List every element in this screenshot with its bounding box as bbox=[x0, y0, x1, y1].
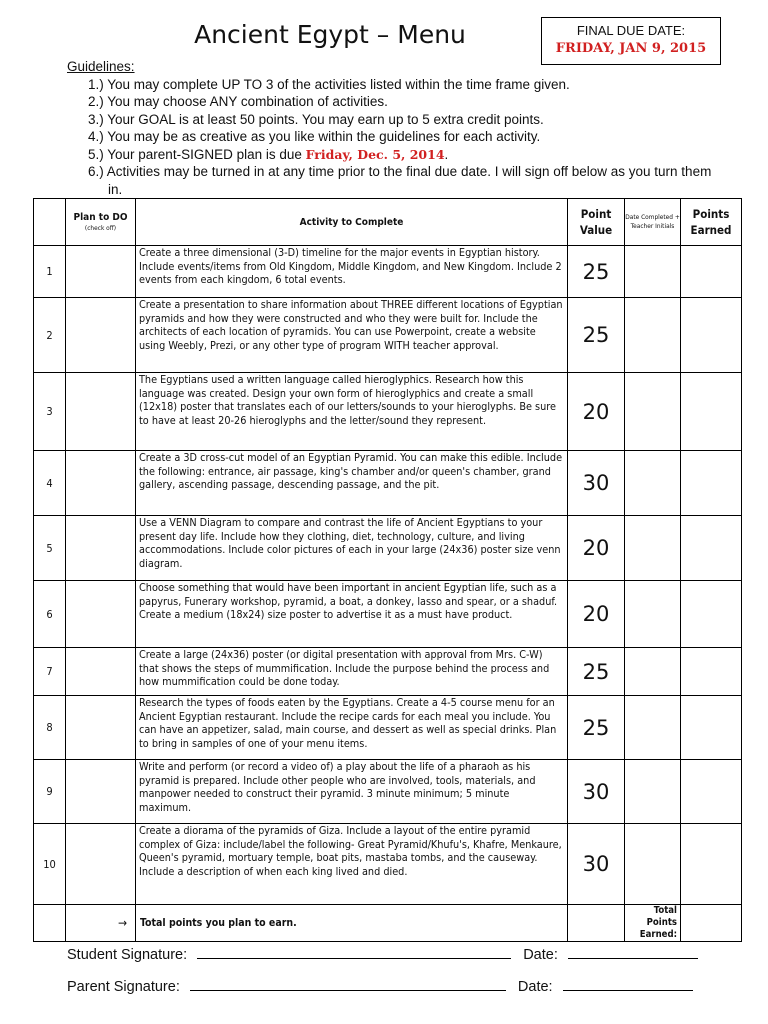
table-row bbox=[34, 824, 742, 905]
point-value: 20 bbox=[568, 516, 625, 581]
point-value: 20 bbox=[568, 581, 625, 648]
table-row bbox=[34, 696, 742, 760]
activity-description: Create a large (24x36) poster (or digital presentation with approval from Mrs. C-W) that shows the steps of mummification. Include the purpose behind the process and how mummification could be done today. bbox=[136, 648, 568, 696]
student-signature-field[interactable] bbox=[197, 944, 511, 959]
parent-signature-label: Parent Signature: bbox=[67, 979, 180, 995]
header-date-completed: Date Completed + Teacher Initials bbox=[625, 199, 681, 246]
due-date-value: FRIDAY, JAN 9, 2015 bbox=[555, 41, 707, 56]
points-earned-cell[interactable] bbox=[681, 451, 742, 516]
points-earned-cell[interactable] bbox=[681, 373, 742, 451]
table-row bbox=[34, 298, 742, 373]
total-earned-label: Total Points Earned: bbox=[625, 905, 681, 942]
activity-description: Create a presentation to share information about THREE different locations of Egyptian pyramids and how they were constructed and who they were built for. Include the architects of each location of pyramids. You can use Powerpoint, create a website using Weebly, Prezi, or any other type of program WITH teacher approval. bbox=[136, 298, 568, 373]
plan-due-date: Friday, Dec. 5, 2014 bbox=[305, 146, 445, 162]
activity-description: Write and perform (or record a video of) a play about the life of a pharaoh as his pyramid is prepared. Include other people who are involved, tools, materials, and manpower needed to construct their pyramid. 3 minute minimum; 5 minute maximum. bbox=[136, 760, 568, 824]
activity-description: Create a diorama of the pyramids of Giza. Include a layout of the entire pyramid complex of Giza: include/label the following- Great Pyramid/Khufu's, Khafre, Menkaure, Queen's pyramid, mortuary temple, boat pits, mastaba tombs, and the causeway. Include a description of when each king lived and died. bbox=[136, 824, 568, 905]
activity-description: Research the types of foods eaten by the Egyptians. Create a 4-5 course menu for an Ancient Egyptian restaurant. Include the recipe cards for each meal you include. You can have an appetizer, salad, main course, and dessert as well as special drinks. Plan to bring in samples of one of your menu items. bbox=[136, 696, 568, 760]
date-completed-cell[interactable] bbox=[625, 298, 681, 373]
activity-description: Create a three dimensional (3-D) timeline for the major events in Egyptian history. Include events/items from Old Kingdom, Middle Kingdom, and New Kingdom. Include 2 events from each kingdom, 6 total events. bbox=[136, 246, 568, 298]
parent-signature-line bbox=[67, 976, 693, 995]
activity-number: 7 bbox=[34, 648, 66, 696]
activity-number: 10 bbox=[34, 824, 66, 905]
total-earned-cell[interactable] bbox=[681, 905, 742, 942]
page-title: Ancient Egypt – Menu bbox=[194, 20, 466, 49]
date-completed-cell[interactable] bbox=[625, 581, 681, 648]
header-point-value: Point Value bbox=[568, 199, 625, 246]
activity-number: 4 bbox=[34, 451, 66, 516]
point-value: 30 bbox=[568, 760, 625, 824]
guideline-item bbox=[88, 146, 717, 164]
points-earned-cell[interactable] bbox=[681, 648, 742, 696]
points-earned-cell[interactable] bbox=[681, 760, 742, 824]
footer-blank bbox=[34, 905, 66, 942]
header-plan-note: (check off) bbox=[84, 224, 117, 232]
activity-number: 2 bbox=[34, 298, 66, 373]
header-plan: Plan to DO (check off) bbox=[66, 199, 136, 246]
activity-number: 3 bbox=[34, 373, 66, 451]
activity-number: 8 bbox=[34, 696, 66, 760]
guideline-item: 1.) You may complete UP TO 3 of the activities listed within the time frame given. bbox=[88, 76, 570, 92]
guideline-item: 2.) You may choose ANY combination of activities. bbox=[88, 94, 388, 109]
activity-description: Choose something that would have been important in ancient Egyptian life, such as a papyrus, Funerary workshop, pyramid, a boat, a donkey, lasso and spear, or a shaduf. Create a medium (18x24) size poster to advertise it as a must have product. bbox=[136, 581, 568, 648]
points-earned-cell[interactable] bbox=[681, 581, 742, 648]
table-row bbox=[34, 373, 742, 451]
guideline-item-text: 5.) Your parent-SIGNED plan is due bbox=[88, 146, 306, 162]
plan-checkbox-cell[interactable] bbox=[66, 451, 136, 516]
plan-checkbox-cell[interactable] bbox=[66, 516, 136, 581]
plan-checkbox-cell[interactable] bbox=[66, 824, 136, 905]
activity-number: 5 bbox=[34, 516, 66, 581]
date-completed-cell[interactable] bbox=[625, 373, 681, 451]
points-earned-cell[interactable] bbox=[681, 246, 742, 298]
parent-signature-field[interactable] bbox=[190, 976, 506, 991]
table-row bbox=[34, 648, 742, 696]
table-row bbox=[34, 760, 742, 824]
point-value: 25 bbox=[568, 648, 625, 696]
point-value: 20 bbox=[568, 373, 625, 451]
point-value: 25 bbox=[568, 246, 625, 298]
date-completed-cell[interactable] bbox=[625, 760, 681, 824]
total-plan-cell[interactable] bbox=[568, 905, 625, 942]
activity-table bbox=[33, 198, 742, 942]
points-earned-cell[interactable] bbox=[681, 696, 742, 760]
point-value: 25 bbox=[568, 696, 625, 760]
plan-checkbox-cell[interactable] bbox=[66, 246, 136, 298]
guideline-item: 6.) Activities may be turned in at any time prior to the final due date. I will sign off below as you turn them in. bbox=[88, 164, 712, 197]
activity-number: 9 bbox=[34, 760, 66, 824]
header-blank bbox=[34, 199, 66, 246]
header-activity: Activity to Complete bbox=[136, 199, 568, 246]
point-value: 30 bbox=[568, 824, 625, 905]
plan-checkbox-cell[interactable] bbox=[66, 373, 136, 451]
date-completed-cell[interactable] bbox=[625, 648, 681, 696]
guidelines-heading: Guidelines: bbox=[67, 59, 135, 74]
point-value: 25 bbox=[568, 298, 625, 373]
table-row bbox=[34, 246, 742, 298]
student-date-label: Date: bbox=[523, 947, 558, 963]
table-row bbox=[34, 581, 742, 648]
activity-number: 6 bbox=[34, 581, 66, 648]
student-signature-line bbox=[67, 944, 698, 963]
point-value: 30 bbox=[568, 451, 625, 516]
date-completed-cell[interactable] bbox=[625, 451, 681, 516]
parent-date-field[interactable] bbox=[563, 976, 693, 991]
guideline-item: 4.) You may be as creative as you like within the guidelines for each activity. bbox=[88, 129, 541, 144]
table-row bbox=[34, 451, 742, 516]
arrow-icon: → bbox=[66, 905, 136, 942]
guideline-item-end: . bbox=[444, 146, 449, 162]
plan-checkbox-cell[interactable] bbox=[66, 298, 136, 373]
plan-checkbox-cell[interactable] bbox=[66, 696, 136, 760]
date-completed-cell[interactable] bbox=[625, 696, 681, 760]
guideline-item: 3.) Your GOAL is at least 50 points. You may earn up to 5 extra credit points. bbox=[88, 111, 544, 127]
points-earned-cell[interactable] bbox=[681, 298, 742, 373]
total-plan-label: Total points you plan to earn. bbox=[136, 905, 568, 942]
parent-date-label: Date: bbox=[517, 979, 553, 995]
activity-description: Create a 3D cross-cut model of an Egyptian Pyramid. You can make this edible. Include the following: entrance, air passage, king's chamber and/or queen's chamber, grand gallery, ascending passage, descending passage, and the pit. bbox=[136, 451, 568, 516]
table-row bbox=[34, 516, 742, 581]
plan-checkbox-cell[interactable] bbox=[66, 760, 136, 824]
points-earned-cell[interactable] bbox=[681, 824, 742, 905]
activity-description: The Egyptians used a written language called hieroglyphics. Research how this language was created. Design your own form of hieroglyphics and create a small (12x18) poster that translates each of our letters/sounds to your hieroglyphs. Be sure to have at least 20-26 hieroglyphs and the letter/sound they represent. bbox=[136, 373, 568, 451]
student-signature-label: Student Signature: bbox=[67, 947, 188, 963]
header-points-earned: Points Earned bbox=[681, 199, 742, 246]
date-completed-cell[interactable] bbox=[625, 516, 681, 581]
student-date-field[interactable] bbox=[568, 944, 698, 959]
plan-checkbox-cell[interactable] bbox=[66, 648, 136, 696]
activity-description: Use a VENN Diagram to compare and contrast the life of Ancient Egyptians to your present day life. Include how they clothing, diet, technology, culture, and living accommodations. Include color pictures of each in your large (24x36) poster size venn diagram. bbox=[136, 516, 568, 581]
date-completed-cell[interactable] bbox=[625, 246, 681, 298]
plan-checkbox-cell[interactable] bbox=[66, 581, 136, 648]
activity-number: 1 bbox=[34, 246, 66, 298]
due-date-label: FINAL DUE DATE: bbox=[576, 23, 686, 38]
guidelines bbox=[67, 58, 717, 198]
points-earned-cell[interactable] bbox=[681, 516, 742, 581]
date-completed-cell[interactable] bbox=[625, 824, 681, 905]
